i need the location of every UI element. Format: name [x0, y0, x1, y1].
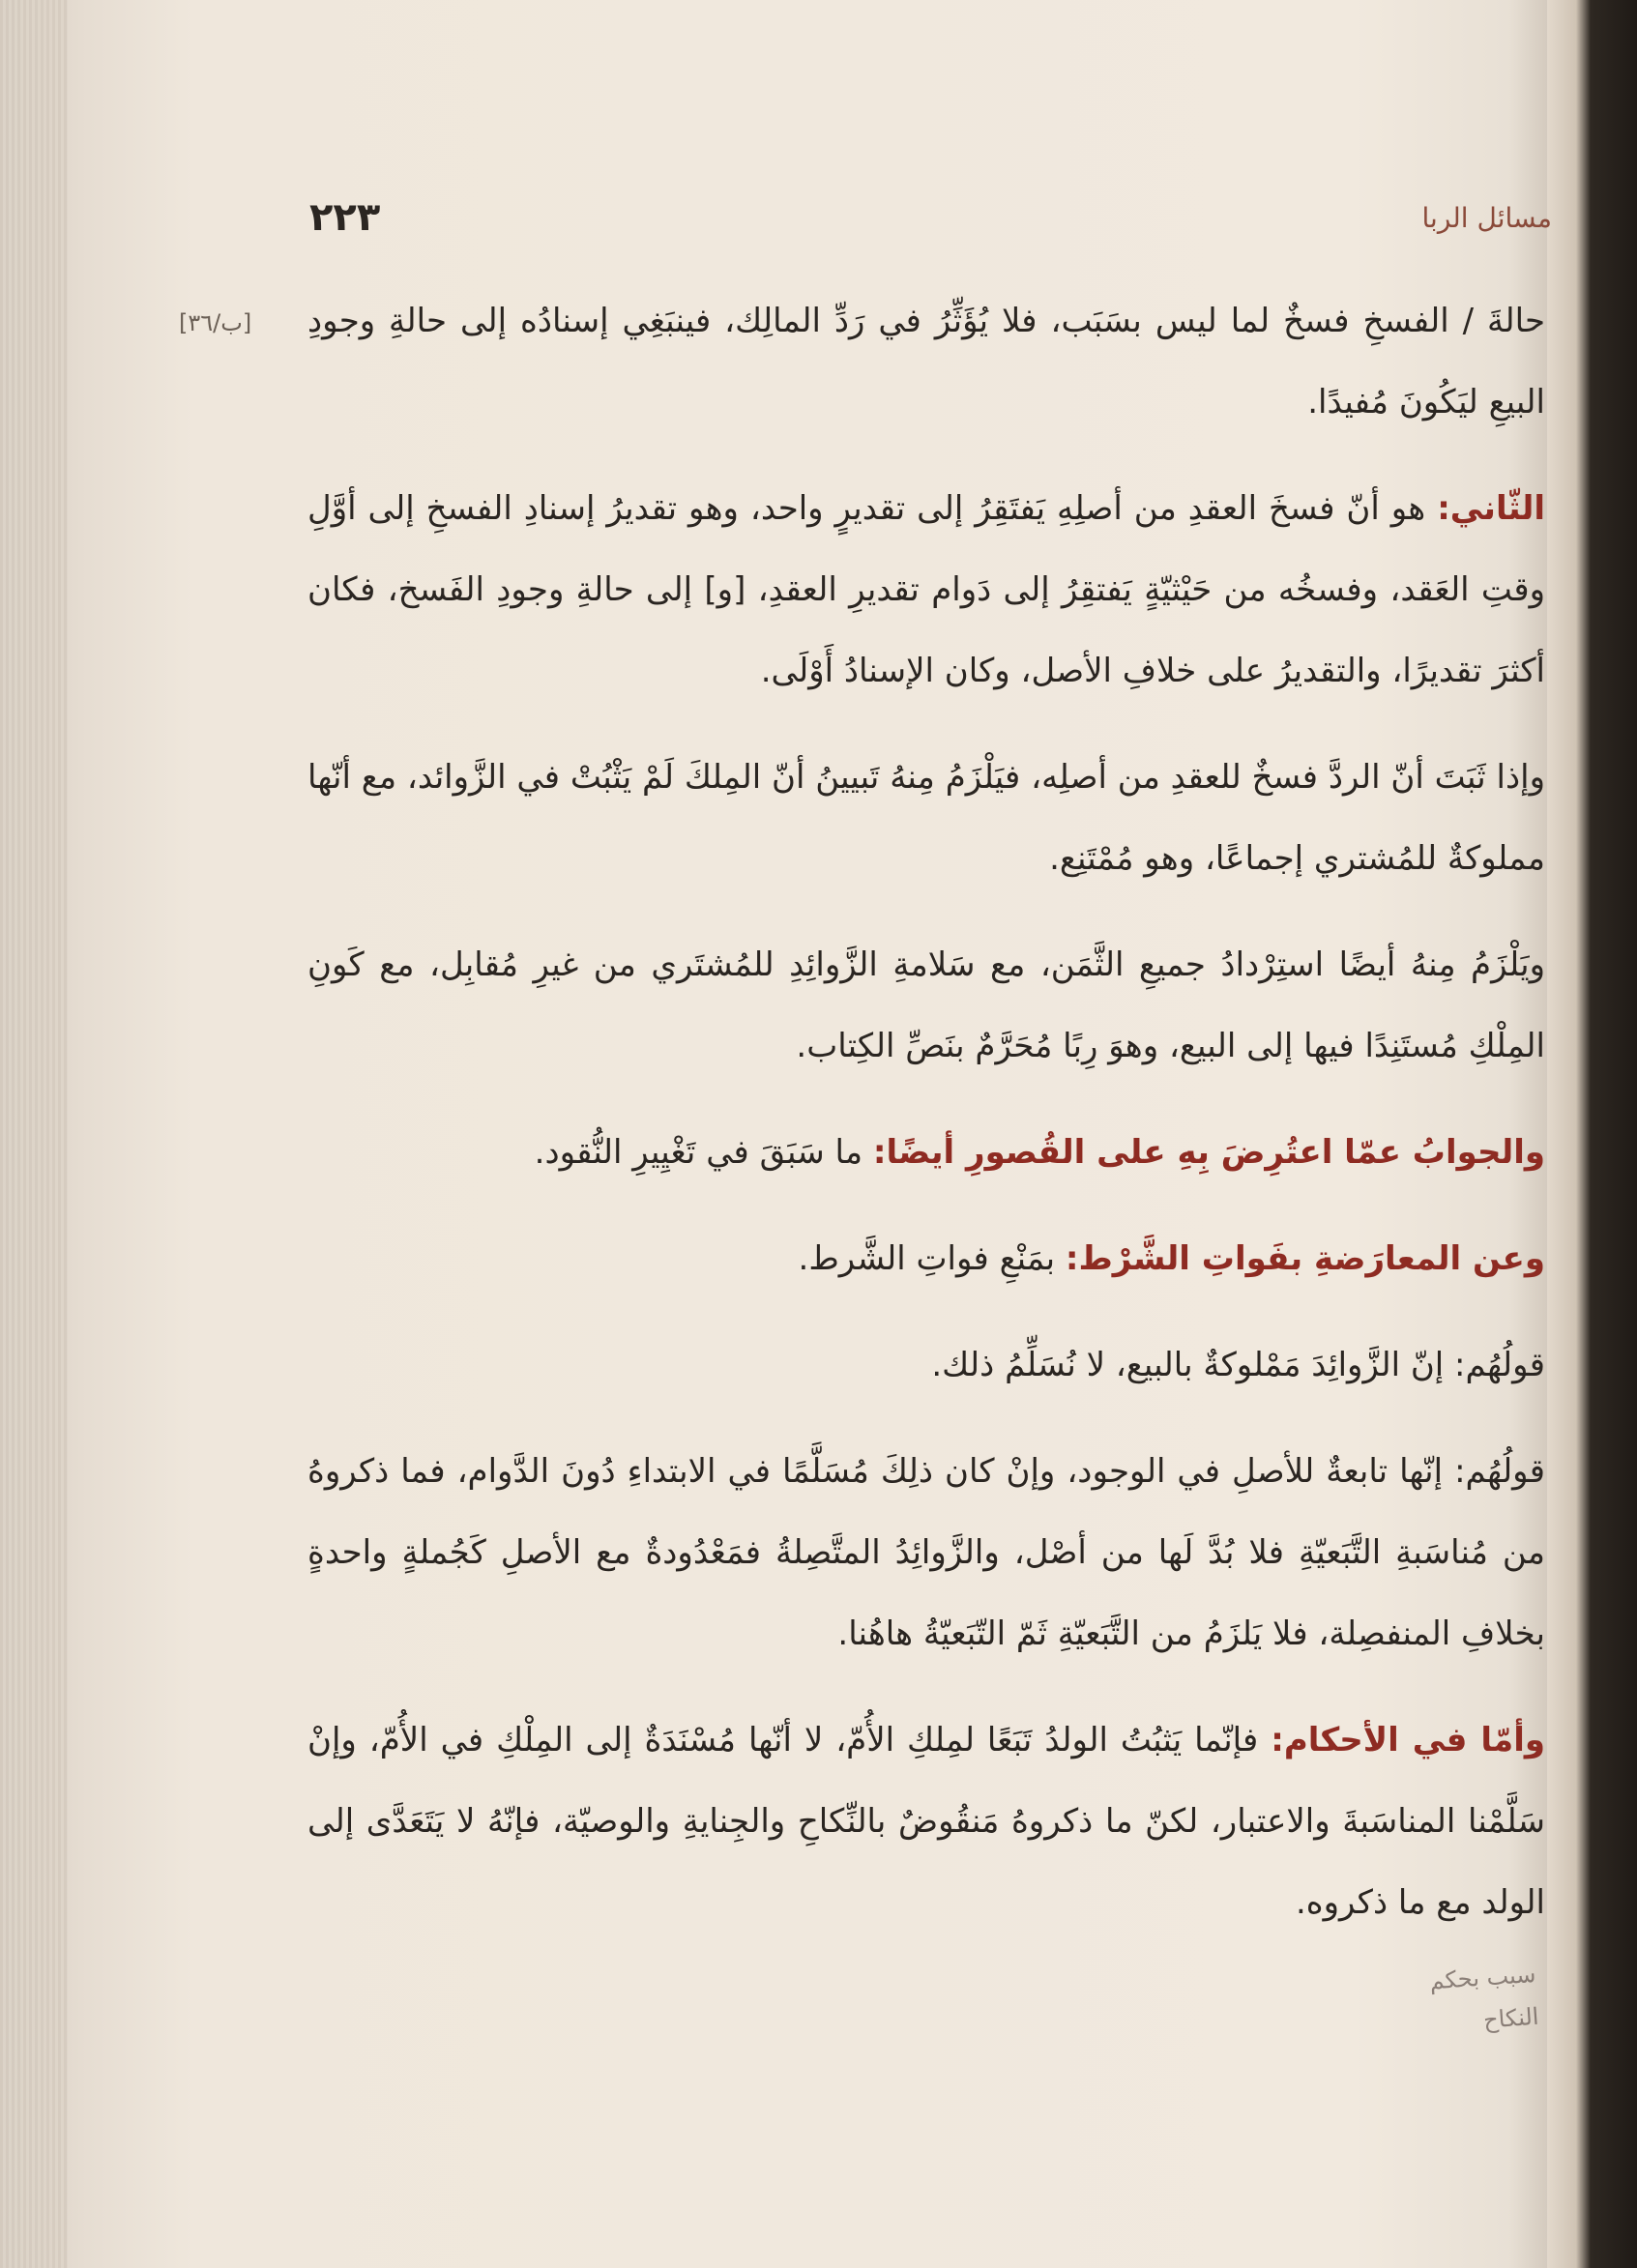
paragraph: [307, 924, 1545, 1087]
book-spine-shadow: [1547, 0, 1637, 2268]
paragraph-keyword: والجوابُ عمّا اعتُرِضَ بِهِ على القُصورِ أيضًا:: [872, 1133, 1545, 1172]
paragraph-text: هو أنّ فسخَ العقدِ من أصلِهِ يَفتَقِرُ إلى تقديرٍ واحد، وهو تقديرُ إسنادِ الفسخِ إلى أوَّلِ وقتِ العَقد، وفسخُه من حَيْثيّةٍ يَفتقِرُ إلى دَوام تقديرِ العقدِ، [و] إلى حالةِ وجودِ الفَسخ، فكان أكثرَ تقديرًا، والتقديرُ على خلافِ الأصل، وكان الإسنادُ أَوْلَى.: [307, 489, 1545, 690]
paragraph-keyword: وأمّا في الأحكام:: [1271, 1721, 1545, 1759]
paragraph: [307, 280, 1545, 443]
running-title: مسائل الربا: [1421, 201, 1552, 234]
marginal-manuscript-reference: [ب/٣٦]: [179, 309, 252, 336]
paragraph-text: بمَنْعِ فواتِ الشَّرط.: [798, 1239, 1056, 1278]
paragraph: [307, 1218, 1545, 1299]
page-edge-left: [0, 0, 68, 2268]
paragraph: [307, 1431, 1545, 1674]
paragraph-text: قولُهُم: إنّ الزَّوائِدَ مَمْلوكةٌ بالبيع، لا نُسَلِّمُ ذلك.: [931, 1346, 1545, 1384]
paragraph-keyword: الثّاني:: [1437, 489, 1546, 528]
paragraph: [307, 1700, 1545, 1943]
paragraph-text: ما سَبَقَ في تَغْيِيرِ النُّقود.: [534, 1133, 863, 1172]
page-header: [309, 189, 1552, 247]
paragraph: [307, 468, 1545, 712]
paragraph-keyword: وعن المعارَضةِ بفَواتِ الشَّرْط:: [1065, 1239, 1545, 1278]
paragraph-text: ويَلْزَمُ مِنهُ أيضًا استِرْدادُ جميعِ الثَّمَن، مع سَلامةِ الزَّوائِدِ للمُشتَري من غيرِ مُقابِل، مع كَونِ المِلْكِ مُستَنِدًا فيها إلى البيع، وهوَ رِبًا مُحَرَّمٌ بنَصِّ الكِتاب.: [307, 945, 1545, 1065]
main-text-body: [307, 280, 1545, 1968]
paragraph-text: فإنّما يَثبُتُ الولدُ تَبَعًا لمِلكِ الأُمّ، لا أنّها مُسْنَدَةٌ إلى المِلْكِ في الأُمّ، وإنْ سَلَّمْنا المناسَبةَ والاعتبار، لكنّ ما ذكروهُ مَنقُوضٌ بالنِّكاحِ والجِنايةِ والوصيّة، فإنّهُ لا يَتَعَدَّى إلى الولد مع ما ذكروه.: [307, 1721, 1545, 1922]
paragraph-text: وإذا ثَبَتَ أنّ الردَّ فسخٌ للعقدِ من أصلِه، فيَلْزَمُ مِنهُ تَبيينُ أنّ المِلكَ لَمْ يَثْبُتْ في الزَّوائد، مع أنّها مملوكةٌ للمُشتري إجماعًا، وهو مُمْتَنِع.: [307, 758, 1545, 878]
handwritten-margin-note: سبب بحكم النكاح: [1428, 1960, 1540, 2034]
paragraph: [307, 1112, 1545, 1193]
paragraph: [307, 1324, 1545, 1406]
paragraph: [307, 737, 1545, 899]
paragraph-text: قولُهُم: إنّها تابعةٌ للأصلِ في الوجود، وإنْ كان ذلِكَ مُسَلَّمًا في الابتداءِ دُونَ الدَّوام، فما ذكروهُ من مُناسَبةِ التَّبَعيّةِ فلا بُدَّ لَها من أصْل، والزَّوائِدُ المتَّصِلةُ فمَعْدُودةٌ مع الأصلِ كَجُملةٍ واحدةٍ بخلافِ المنفصِلة، فلا يَلزَمُ من التَّبَعيّةِ ثَمّ التّبَعيّةُ هاهُنا.: [307, 1452, 1545, 1653]
page-number: ٢٢٣: [309, 195, 381, 240]
paragraph-text: حالةَ / الفسخِ فسخٌ لما ليس بسَبَب، فلا يُؤَثِّرُ في رَدِّ المالِك، فينبَغِي إسنادُه إلى حالةِ وجودِ البيعِ ليَكُونَ مُفيدًا.: [307, 302, 1545, 422]
